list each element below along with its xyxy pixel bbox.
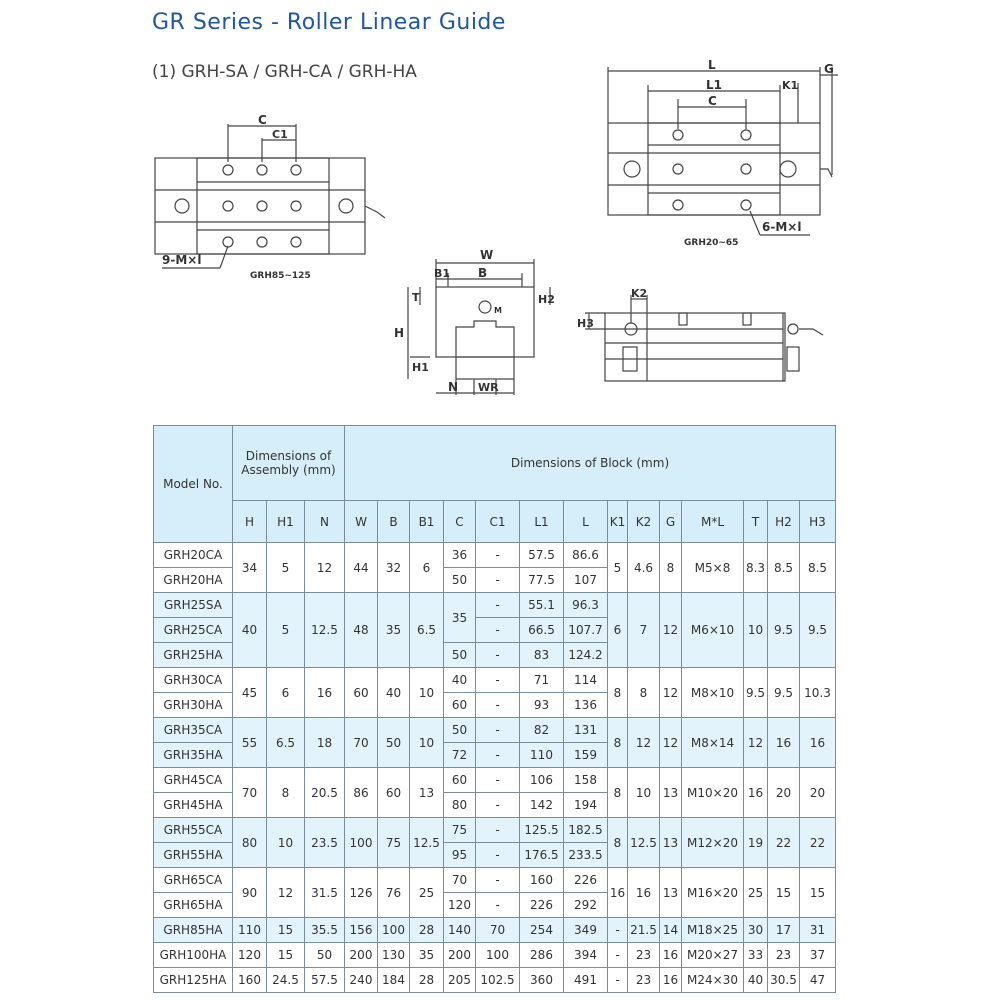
cell-n: 12.5 <box>305 593 345 668</box>
cell-l1: 55.1 <box>520 593 564 618</box>
cell-model: GRH25CA <box>154 618 233 643</box>
cell-g: 8 <box>660 543 682 593</box>
cell-h1: 15 <box>267 943 305 968</box>
cell-h3: 47 <box>800 968 836 993</box>
cell-k1: 8 <box>608 718 628 768</box>
table-row <box>154 718 836 743</box>
table-row <box>154 543 836 568</box>
cell-t: 25 <box>744 868 768 918</box>
cell-l1: 176.5 <box>520 843 564 868</box>
label-g: G <box>824 62 834 76</box>
cell-t: 33 <box>744 943 768 968</box>
caption-grh85-125: GRH85~125 <box>250 271 311 281</box>
column-header-h2: H2 <box>768 501 800 543</box>
cell-l1: 93 <box>520 693 564 718</box>
cell-h1: 6 <box>267 668 305 718</box>
header-assembly-dimensions: Dimensions of Assembly (mm) <box>233 426 345 501</box>
cell-h2: 9.5 <box>768 593 800 668</box>
callout-9-m: 9-M×l <box>162 253 202 267</box>
label-c1: C1 <box>272 128 288 141</box>
label-l1: L1 <box>706 78 722 92</box>
cell-l1: 254 <box>520 918 564 943</box>
cell-ml: M5×8 <box>682 543 744 593</box>
cell-h2: 17 <box>768 918 800 943</box>
cell-l1: 82 <box>520 718 564 743</box>
cell-model: GRH45CA <box>154 768 233 793</box>
cell-b: 60 <box>378 768 410 818</box>
label-c: C <box>708 94 717 108</box>
cell-n: 50 <box>305 943 345 968</box>
cell-t: 40 <box>744 968 768 993</box>
cell-model: GRH20HA <box>154 568 233 593</box>
cell-ml: M16×20 <box>682 868 744 918</box>
cell-l: 158 <box>564 768 608 793</box>
cell-c1: - <box>476 768 520 793</box>
cell-t: 30 <box>744 918 768 943</box>
cell-model: GRH85HA <box>154 918 233 943</box>
cell-model: GRH30HA <box>154 693 233 718</box>
cell-c1: - <box>476 718 520 743</box>
label-m: M <box>494 306 502 315</box>
cell-l: 233.5 <box>564 843 608 868</box>
cell-c: 35 <box>444 593 476 643</box>
cell-l1: 360 <box>520 968 564 993</box>
cell-h2: 15 <box>768 868 800 918</box>
cell-h2: 22 <box>768 818 800 868</box>
label-h1: H1 <box>412 361 429 374</box>
column-header-c: C <box>444 501 476 543</box>
cell-c: 60 <box>444 693 476 718</box>
table-row <box>154 943 836 968</box>
cell-c: 50 <box>444 718 476 743</box>
cell-g: 12 <box>660 593 682 668</box>
column-header-k2: K2 <box>628 501 660 543</box>
cell-k2: 10 <box>628 768 660 818</box>
cell-c1: - <box>476 693 520 718</box>
table-row <box>154 593 836 618</box>
cell-b: 130 <box>378 943 410 968</box>
cell-w: 126 <box>345 868 378 918</box>
cell-k1: - <box>608 968 628 993</box>
cell-c1: - <box>476 593 520 618</box>
cell-h: 55 <box>233 718 267 768</box>
column-header-b1: B1 <box>410 501 444 543</box>
cell-c: 36 <box>444 543 476 568</box>
cell-h3: 10.3 <box>800 668 836 718</box>
cell-h2: 16 <box>768 718 800 768</box>
label-w: W <box>480 248 494 262</box>
cell-model: GRH35HA <box>154 743 233 768</box>
cell-k1: 8 <box>608 668 628 718</box>
column-header-k1: K1 <box>608 501 628 543</box>
cell-k1: 6 <box>608 593 628 668</box>
cell-g: 13 <box>660 868 682 918</box>
cell-ml: M8×10 <box>682 668 744 718</box>
cell-k2: 12 <box>628 718 660 768</box>
cell-k2: 12.5 <box>628 818 660 868</box>
cell-c1: - <box>476 793 520 818</box>
cell-n: 57.5 <box>305 968 345 993</box>
cell-b1: 6.5 <box>410 593 444 668</box>
cell-c1: - <box>476 868 520 893</box>
cell-c: 40 <box>444 668 476 693</box>
cell-b1: 25 <box>410 868 444 918</box>
column-header-l1: L1 <box>520 501 564 543</box>
cell-g: 13 <box>660 768 682 818</box>
cell-k1: 5 <box>608 543 628 593</box>
cell-g: 12 <box>660 668 682 718</box>
cell-k2: 16 <box>628 868 660 918</box>
label-k1: K1 <box>782 79 799 92</box>
cell-w: 86 <box>345 768 378 818</box>
cell-g: 16 <box>660 943 682 968</box>
cell-l1: 142 <box>520 793 564 818</box>
page-subtitle: (1) GRH-SA / GRH-CA / GRH-HA <box>152 62 417 82</box>
cell-model: GRH30CA <box>154 668 233 693</box>
cell-b: 50 <box>378 718 410 768</box>
cell-k1: 16 <box>608 868 628 918</box>
cell-model: GRH45HA <box>154 793 233 818</box>
cell-l1: 106 <box>520 768 564 793</box>
cell-g: 14 <box>660 918 682 943</box>
cell-k1: 8 <box>608 768 628 818</box>
cell-l1: 57.5 <box>520 543 564 568</box>
cell-w: 60 <box>345 668 378 718</box>
drawing-top-view-small <box>600 55 850 255</box>
cell-h: 40 <box>233 593 267 668</box>
cell-h1: 24.5 <box>267 968 305 993</box>
table-row <box>154 968 836 993</box>
cell-b1: 12.5 <box>410 818 444 868</box>
label-h3: H3 <box>577 317 594 330</box>
cell-l1: 160 <box>520 868 564 893</box>
cell-c: 205 <box>444 968 476 993</box>
cell-b1: 28 <box>410 918 444 943</box>
cell-k2: 8 <box>628 668 660 718</box>
cell-l: 194 <box>564 793 608 818</box>
cell-t: 16 <box>744 768 768 818</box>
cell-l1: 125.5 <box>520 818 564 843</box>
cell-ml: M6×10 <box>682 593 744 668</box>
cell-l: 136 <box>564 693 608 718</box>
column-header-c1: C1 <box>476 501 520 543</box>
cell-n: 16 <box>305 668 345 718</box>
cell-h3: 20 <box>800 768 836 818</box>
cell-model: GRH65CA <box>154 868 233 893</box>
cell-t: 9.5 <box>744 668 768 718</box>
cell-l: 292 <box>564 893 608 918</box>
cell-k2: 21.5 <box>628 918 660 943</box>
cell-model: GRH55CA <box>154 818 233 843</box>
cell-k2: 23 <box>628 968 660 993</box>
cell-l: 159 <box>564 743 608 768</box>
cell-c1: - <box>476 818 520 843</box>
label-k2: K2 <box>631 287 648 300</box>
cell-h1: 15 <box>267 918 305 943</box>
cell-h2: 20 <box>768 768 800 818</box>
label-b1: B1 <box>434 267 451 280</box>
cell-k1: - <box>608 918 628 943</box>
cell-ml: M24×30 <box>682 968 744 993</box>
cell-w: 200 <box>345 943 378 968</box>
cell-l1: 110 <box>520 743 564 768</box>
cell-h: 90 <box>233 868 267 918</box>
column-header-n: N <box>305 501 345 543</box>
column-header-g: G <box>660 501 682 543</box>
cell-l: 107 <box>564 568 608 593</box>
drawing-side-view <box>575 285 840 385</box>
cell-h: 80 <box>233 818 267 868</box>
cell-l: 124.2 <box>564 643 608 668</box>
table-row <box>154 668 836 693</box>
cell-h2: 23 <box>768 943 800 968</box>
table-row <box>154 768 836 793</box>
cell-h3: 9.5 <box>800 593 836 668</box>
cell-h3: 22 <box>800 818 836 868</box>
cell-ml: M12×20 <box>682 818 744 868</box>
cell-c: 140 <box>444 918 476 943</box>
cell-b: 76 <box>378 868 410 918</box>
cell-l1: 226 <box>520 893 564 918</box>
cell-b: 35 <box>378 593 410 668</box>
cell-ml: M10×20 <box>682 768 744 818</box>
cell-h1: 6.5 <box>267 718 305 768</box>
column-header-w: W <box>345 501 378 543</box>
cell-w: 100 <box>345 818 378 868</box>
cell-w: 44 <box>345 543 378 593</box>
cell-c1: - <box>476 843 520 868</box>
column-header-t: T <box>744 501 768 543</box>
cell-model: GRH125HA <box>154 968 233 993</box>
cell-model: GRH20CA <box>154 543 233 568</box>
cell-n: 12 <box>305 543 345 593</box>
cell-c1: 102.5 <box>476 968 520 993</box>
cell-b: 40 <box>378 668 410 718</box>
cell-c: 70 <box>444 868 476 893</box>
cell-n: 23.5 <box>305 818 345 868</box>
cell-l: 96.3 <box>564 593 608 618</box>
cell-h1: 8 <box>267 768 305 818</box>
label-t: T <box>412 291 420 304</box>
cell-b1: 10 <box>410 718 444 768</box>
cell-c: 72 <box>444 743 476 768</box>
label-b: B <box>478 266 488 280</box>
label-c: C <box>258 113 267 127</box>
page-title: GR Series - Roller Linear Guide <box>152 10 506 35</box>
cell-c1: - <box>476 543 520 568</box>
cell-h: 110 <box>233 918 267 943</box>
cell-t: 12 <box>744 718 768 768</box>
cell-h1: 12 <box>267 868 305 918</box>
column-header-h: H <box>233 501 267 543</box>
cell-b: 32 <box>378 543 410 593</box>
cell-l1: 77.5 <box>520 568 564 593</box>
caption-grh20-65: GRH20~65 <box>684 238 739 248</box>
cell-g: 12 <box>660 718 682 768</box>
cell-b1: 13 <box>410 768 444 818</box>
cell-g: 16 <box>660 968 682 993</box>
cell-l1: 286 <box>520 943 564 968</box>
cell-t: 19 <box>744 818 768 868</box>
cell-h1: 5 <box>267 543 305 593</box>
cell-l: 349 <box>564 918 608 943</box>
table-row <box>154 868 836 893</box>
cell-c: 80 <box>444 793 476 818</box>
cell-t: 8.3 <box>744 543 768 593</box>
cell-h: 45 <box>233 668 267 718</box>
cell-ml: M18×25 <box>682 918 744 943</box>
cell-h: 160 <box>233 968 267 993</box>
cell-h: 120 <box>233 943 267 968</box>
label-h: H <box>394 326 405 340</box>
label-n: N <box>448 380 459 394</box>
cell-h3: 31 <box>800 918 836 943</box>
cell-c: 200 <box>444 943 476 968</box>
callout-6-m: 6-M×l <box>762 220 802 234</box>
cell-c1: 100 <box>476 943 520 968</box>
cell-c1: - <box>476 643 520 668</box>
cell-k2: 23 <box>628 943 660 968</box>
cell-h3: 15 <box>800 868 836 918</box>
cell-w: 240 <box>345 968 378 993</box>
cell-c1: - <box>476 743 520 768</box>
cell-n: 35.5 <box>305 918 345 943</box>
cell-b1: 10 <box>410 668 444 718</box>
label-h2: H2 <box>538 293 555 306</box>
cell-ml: M20×27 <box>682 943 744 968</box>
cell-c1: - <box>476 893 520 918</box>
cell-c: 60 <box>444 768 476 793</box>
drawing-front-view <box>390 245 565 400</box>
cell-c1: - <box>476 668 520 693</box>
cell-b: 100 <box>378 918 410 943</box>
cell-l1: 83 <box>520 643 564 668</box>
cell-h3: 8.5 <box>800 543 836 593</box>
cell-h2: 8.5 <box>768 543 800 593</box>
cell-l: 182.5 <box>564 818 608 843</box>
cell-h3: 16 <box>800 718 836 768</box>
cell-model: GRH25SA <box>154 593 233 618</box>
column-header-h1: H1 <box>267 501 305 543</box>
cell-c1: - <box>476 568 520 593</box>
cell-h2: 30.5 <box>768 968 800 993</box>
cell-b: 75 <box>378 818 410 868</box>
cell-c: 120 <box>444 893 476 918</box>
cell-n: 18 <box>305 718 345 768</box>
cell-l: 491 <box>564 968 608 993</box>
table-row <box>154 918 836 943</box>
header-block-dimensions: Dimensions of Block (mm) <box>345 426 836 501</box>
cell-w: 48 <box>345 593 378 668</box>
cell-h1: 10 <box>267 818 305 868</box>
cell-k1: 8 <box>608 818 628 868</box>
cell-b: 184 <box>378 968 410 993</box>
cell-h1: 5 <box>267 593 305 668</box>
table-row <box>154 818 836 843</box>
column-header-row <box>154 501 836 543</box>
label-wr: WR <box>478 381 499 394</box>
cell-c: 50 <box>444 643 476 668</box>
cell-g: 13 <box>660 818 682 868</box>
column-header-b: B <box>378 501 410 543</box>
label-l: L <box>708 58 716 72</box>
cell-model: GRH35CA <box>154 718 233 743</box>
cell-k2: 4.6 <box>628 543 660 593</box>
cell-n: 20.5 <box>305 768 345 818</box>
cell-c: 75 <box>444 818 476 843</box>
cell-b1: 28 <box>410 968 444 993</box>
cell-model: GRH100HA <box>154 943 233 968</box>
cell-n: 31.5 <box>305 868 345 918</box>
cell-model: GRH55HA <box>154 843 233 868</box>
header-model-no: Model No. <box>154 426 233 543</box>
cell-c1: - <box>476 618 520 643</box>
cell-h: 34 <box>233 543 267 593</box>
cell-l: 131 <box>564 718 608 743</box>
drawing-top-view-large <box>150 110 400 285</box>
cell-l: 107.7 <box>564 618 608 643</box>
cell-h3: 37 <box>800 943 836 968</box>
cell-w: 156 <box>345 918 378 943</box>
cell-c: 95 <box>444 843 476 868</box>
column-header-h3: H3 <box>800 501 836 543</box>
cell-h2: 9.5 <box>768 668 800 718</box>
cell-l1: 66.5 <box>520 618 564 643</box>
cell-l: 226 <box>564 868 608 893</box>
cell-b1: 6 <box>410 543 444 593</box>
cell-l: 394 <box>564 943 608 968</box>
cell-w: 70 <box>345 718 378 768</box>
column-header-ml: M*L <box>682 501 744 543</box>
cell-k1: - <box>608 943 628 968</box>
cell-t: 10 <box>744 593 768 668</box>
specification-table <box>153 425 836 993</box>
cell-model: GRH25HA <box>154 643 233 668</box>
cell-l: 114 <box>564 668 608 693</box>
cell-ml: M8×14 <box>682 718 744 768</box>
cell-c1: 70 <box>476 918 520 943</box>
specification-table-body <box>154 543 836 993</box>
cell-h: 70 <box>233 768 267 818</box>
cell-b1: 35 <box>410 943 444 968</box>
cell-k2: 7 <box>628 593 660 668</box>
cell-c: 50 <box>444 568 476 593</box>
cell-l1: 71 <box>520 668 564 693</box>
cell-model: GRH65HA <box>154 893 233 918</box>
cell-l: 86.6 <box>564 543 608 568</box>
column-header-l: L <box>564 501 608 543</box>
